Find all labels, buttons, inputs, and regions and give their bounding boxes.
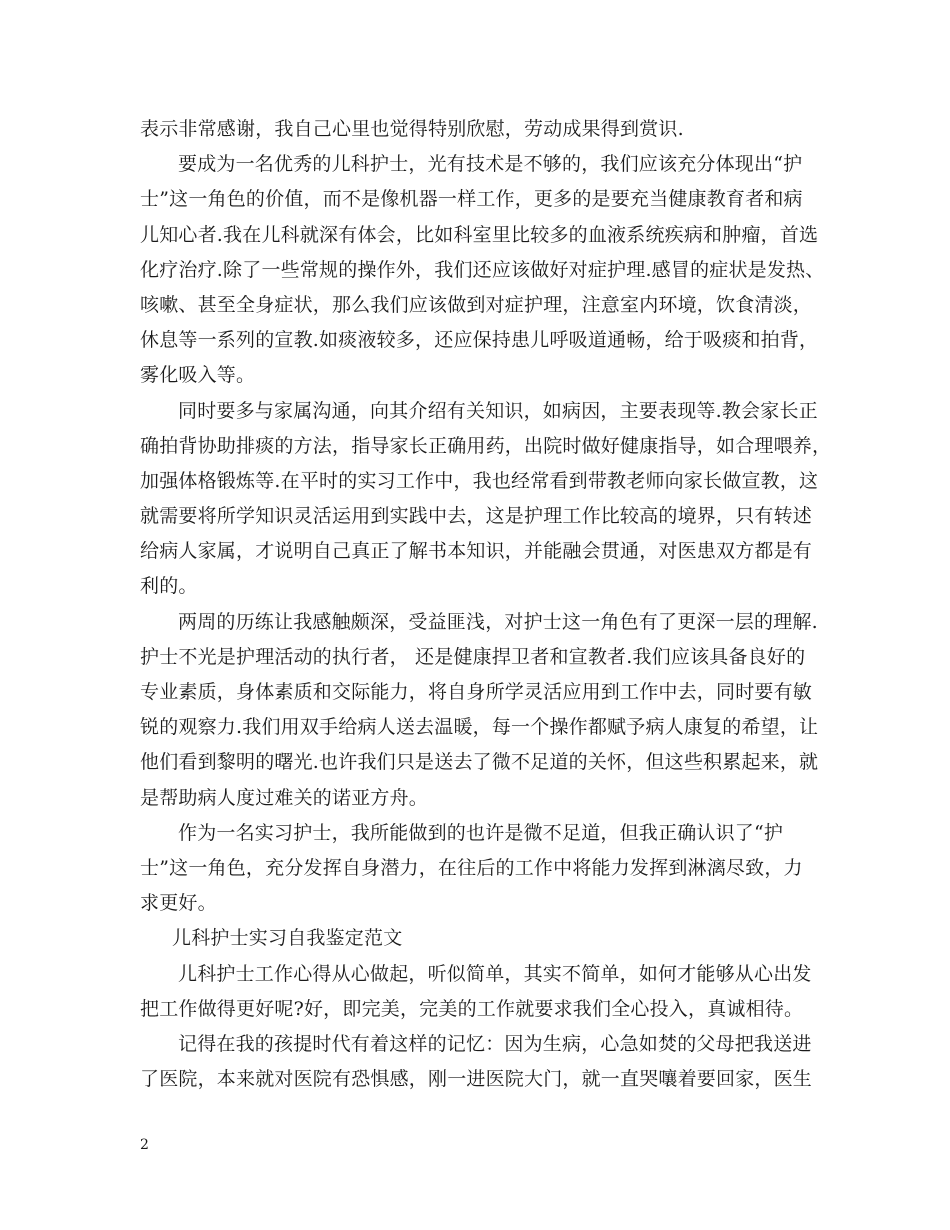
text-line: 儿科护士工作心得从心做起，听似简单，其实不简单，如何才能够从心出发 — [178, 962, 812, 985]
text-line: 儿知心者.我在儿科就深有体会，比如科室里比较多的血液系统疾病和肿瘤，首选 — [140, 223, 819, 246]
text-line: 是帮助病人度过难关的诺亚方舟。 — [140, 786, 429, 809]
text-line: 他们看到黎明的曙光.也许我们只是送去了微不足道的关怀，但这些积累起来，就 — [140, 751, 819, 774]
text-line: 利的。 — [140, 575, 198, 598]
text-line: 化疗治疗.除了一些常规的操作外，我们还应该做好对症护理.感冒的症状是发热、 — [140, 258, 825, 281]
text-line: 把工作做得更好呢?好，即完美，完美的工作就要求我们全心投入，真诚相待。 — [140, 997, 804, 1020]
text-line: 士”这一角色的价值，而不是像机器一样工作，更多的是要充当健康教育者和病 — [140, 188, 803, 211]
text-line: 士”这一角色，充分发挥自身潜力，在往后的工作中将能力发挥到淋漓尽致，力 — [140, 856, 803, 879]
text-line: 休息等一系列的宣教.如痰液较多，还应保持患儿呼吸道通畅，给于吸痰和拍背， — [140, 329, 819, 352]
text-line: 确拍背协助排痰的方法，指导家长正确用药，出院时做好健康指导，如合理喂养， — [140, 434, 832, 457]
text-line: 雾化吸入等。 — [140, 364, 256, 387]
text-line: 锐的观察力.我们用双手给病人送去温暖，每一个操作都赋予病人康复的希望，让 — [140, 716, 819, 739]
section-heading: 儿科护士实习自我鉴定范文 — [172, 927, 403, 950]
text-line: 表示非常感谢，我自己心里也觉得特别欣慰，劳动成果得到赏识. — [140, 118, 684, 140]
text-line: 两周的历练让我感触颇深，受益匪浅，对护士这一角色有了更深一层的理解. — [178, 610, 818, 633]
text-line: 了医院，本来就对医院有恐惧感，刚一进医院大门，就一直哭嚷着要回家，医生 — [140, 1068, 813, 1091]
text-line: 要成为一名优秀的儿科护士，光有技术是不够的，我们应该充分体现出“护 — [178, 153, 803, 176]
text-line: 给病人家属，才说明自己真正了解书本知识，并能融会贯通，对医患双方都是有 — [140, 540, 813, 563]
text-line: 同时要多与家属沟通，向其介绍有关知识，如病因，主要表现等.教会家长正 — [178, 399, 818, 422]
text-line: 就需要将所学知识灵活运用到实践中去，这是护理工作比较高的境界，只有转述 — [140, 505, 813, 528]
text-line: 专业素质，身体素质和交际能力，将自身所学灵活应用到工作中去，同时要有敏 — [140, 681, 813, 703]
text-line: 护士不光是护理活动的执行者， 还是健康捍卫者和宣教者.我们应该具备良好的 — [140, 645, 806, 668]
text-line: 加强体格锻炼等.在平时的实习工作中，我也经常看到带教老师向家长做宣教，这 — [140, 469, 819, 492]
page-number: 2 — [140, 1137, 149, 1153]
text-line: 咳嗽、甚至全身症状，那么我们应该做到对症护理，注意室内环境，饮食清淡， — [140, 293, 813, 316]
text-line: 记得在我的孩提时代有着这样的记忆：因为生病，心急如焚的父母把我送进 — [178, 1032, 812, 1055]
text-line: 作为一名实习护士，我所能做到的也许是微不足道，但我正确认识了“护 — [178, 821, 784, 844]
body-text — [140, 112, 830, 1097]
text-line: 求更好。 — [140, 892, 217, 915]
